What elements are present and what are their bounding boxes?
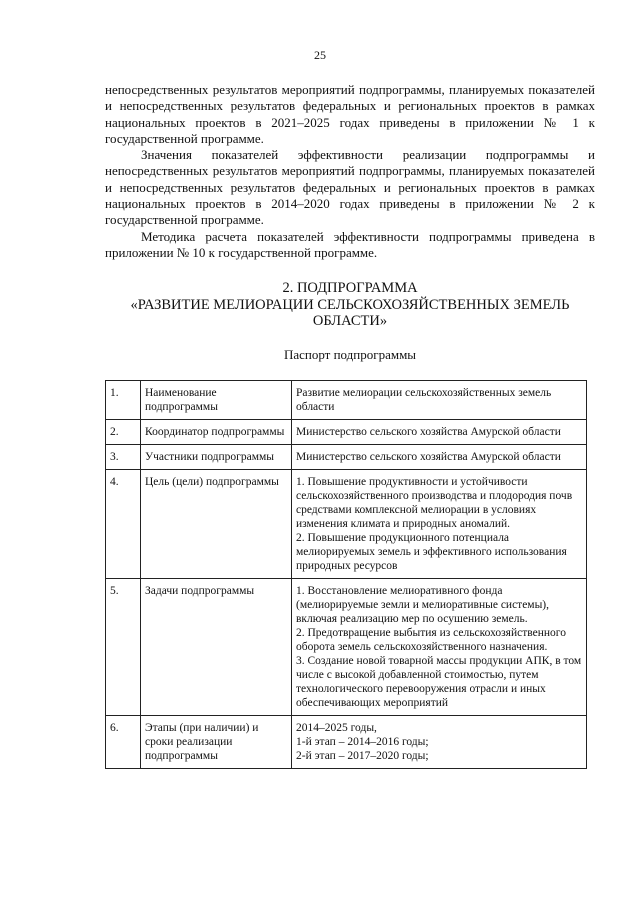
row-number: 1.: [106, 381, 141, 420]
passport-title: Паспорт подпрограммы: [283, 347, 417, 362]
row-number: 2.: [106, 420, 141, 445]
row-label: Участники подпрограммы: [141, 445, 292, 470]
row-value-line: 3. Создание новой товарной массы продукции АПК, в том числе с высокой добавленной стоимостью, путем технологического перевооружения отрасли и иных обеспечивающих мероприятий: [296, 655, 582, 709]
row-number: 3.: [106, 445, 141, 470]
paragraph-3: Методика расчета показателей эффективности подпрограммы приведена в приложении № 10 к государственной программе.: [105, 228, 595, 260]
heading-line-2: «РАЗВИТИЕ МЕЛИОРАЦИИ СЕЛЬСКОХОЗЯЙСТВЕННЫХ ЗЕМЕЛЬ: [130, 296, 570, 313]
row-value-line: Министерство сельского хозяйства Амурской области: [296, 451, 561, 463]
row-value: [292, 579, 587, 716]
row-label: Цель (цели) подпрограммы: [141, 470, 292, 579]
row-label: Наименование подпрограммы: [141, 381, 292, 420]
heading-line-3: ОБЛАСТИ»: [312, 313, 388, 329]
heading-line-1: 2. ПОДПРОГРАММА: [282, 280, 418, 296]
row-number: 6.: [106, 716, 141, 769]
row-value: [292, 445, 587, 470]
body-text: [105, 82, 595, 261]
row-value-line: 1. Восстановление мелиоративного фонда (мелиорируемые земли и мелиоративные системы), включая реализацию мер по осушению земель.: [296, 585, 550, 625]
table-row: [106, 579, 587, 716]
table-row: [106, 420, 587, 445]
row-label: Этапы (при наличии) и сроки реализации подпрограммы: [141, 716, 292, 769]
row-number: 4.: [106, 470, 141, 579]
section-heading: [105, 280, 595, 330]
table-row: [106, 716, 587, 769]
paragraph-2: Значения показателей эффективности реализации подпрограммы и непосредственных результатов мероприятий подпрограммы, планируемых показателей и непосредственных результатов федеральных и региональных проектов в рамках национальных проектов в 2014–2020 годах приведены в приложении № 2 к государственной программе.: [105, 147, 595, 228]
table-row: [106, 470, 587, 579]
row-value-line: 1-й этап – 2014–2016 годы;: [296, 736, 429, 748]
passport-table: [105, 380, 587, 769]
row-value-line: 1. Повышение продуктивности и устойчивости сельскохозяйственного производства и плодородия почв средствами комплексной мелиорации в условиях изменения климата и природных аномалий.: [296, 476, 573, 530]
row-value-line: 2014–2025 годы,: [296, 722, 377, 734]
table-row: [106, 381, 587, 420]
paragraph-1: непосредственных результатов мероприятий подпрограммы, планируемых показателей и непосредственных результатов федеральных и региональных проектов в рамках национальных проектов в 2021–2025 годах приведены в приложении № 1 к государственной программе.: [105, 82, 595, 146]
row-value: [292, 470, 587, 579]
table-row: [106, 445, 587, 470]
row-value-line: 2. Повышение продукционного потенциала мелиорируемых земель и эффективного использования природных ресурсов: [296, 532, 567, 572]
row-number: 5.: [106, 579, 141, 716]
row-value-line: Министерство сельского хозяйства Амурской области: [296, 426, 561, 438]
row-value: [292, 381, 587, 420]
page-number: 25: [314, 48, 326, 62]
row-value-line: 2. Предотвращение выбытия из сельскохозяйственного оборота земель сельскохозяйственного назначения.: [296, 627, 566, 653]
row-value-line: 2-й этап – 2017–2020 годы;: [296, 750, 429, 762]
row-value-line: Развитие мелиорации сельскохозяйственных земель области: [296, 387, 552, 413]
row-value: [292, 420, 587, 445]
row-label: Координатор подпрограммы: [141, 420, 292, 445]
row-label: Задачи подпрограммы: [141, 579, 292, 716]
row-value: [292, 716, 587, 769]
